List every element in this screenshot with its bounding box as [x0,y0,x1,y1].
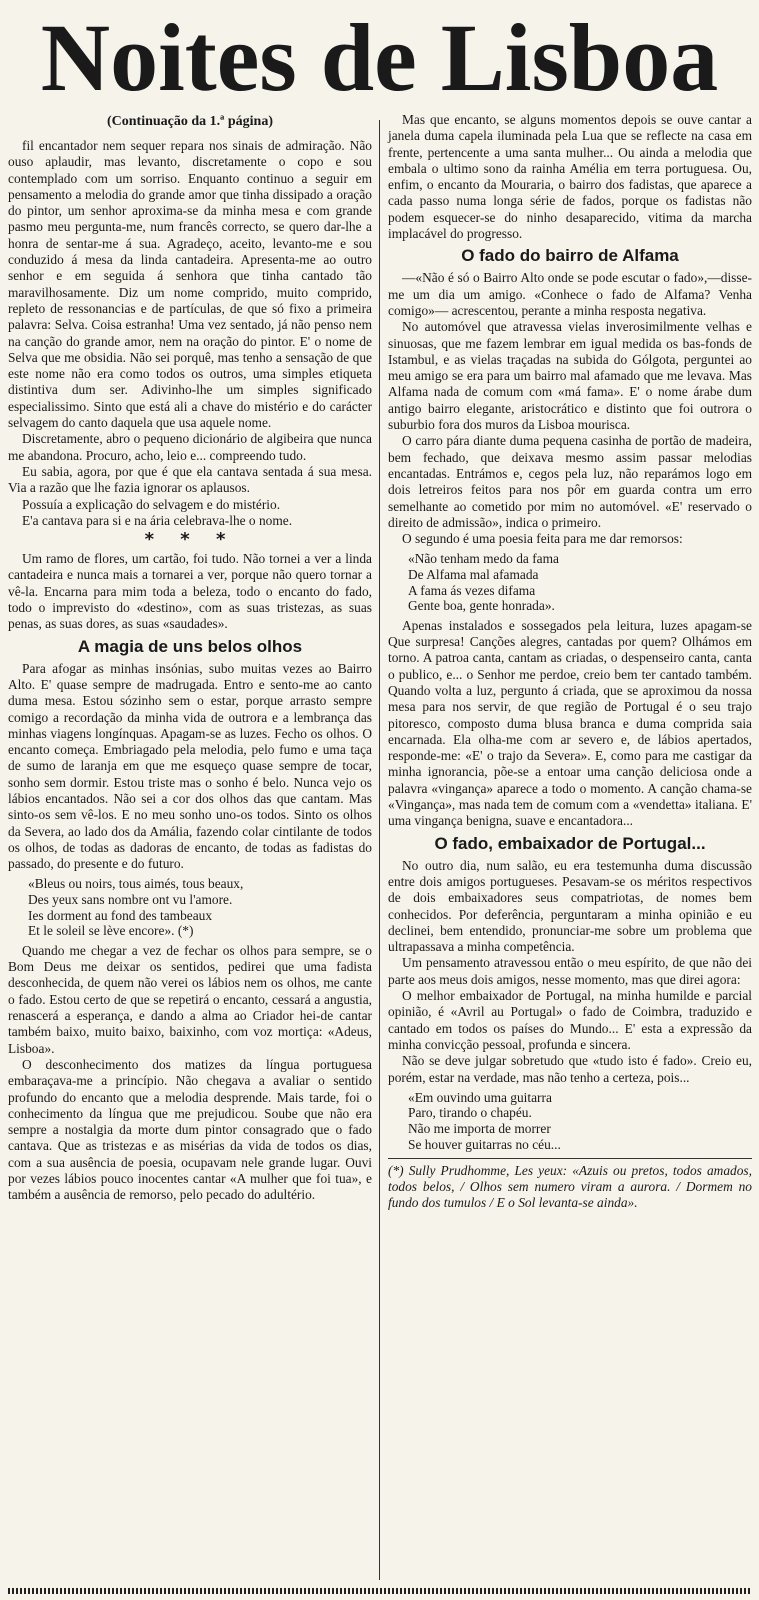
verse-line: «Em ouvindo uma guitarra [408,1089,552,1105]
paragraph: Mas que encanto, se alguns momentos depois se ouve cantar a janela duma capela iluminada pela Lua que se reflecte na casa em frente, pertencente a uma santa mulher... Ou ainda a melodia que embala o ultimo sono da rainha Amélia em terra portuguesa. Ou, enfim, o encanto da Mouraria, o bairro dos fadistas, que aparece a cada passo numa longa série de fados, porque os fadistas não podem esquecer-se do ninho desaparecido, vitima da marcha implacável do progresso. [388,112,752,242]
footnote: (*) Sully Prudhomme, Les yeux: «Azuis ou pretos, todos amados, todos belos, / Olhos sem numero viram a aurora. / Dormem no fundo dos tumulos / E o Sol levanta-se ainda». [388,1158,752,1211]
paragraph: E'a cantava para si e na ária celebrava-lhe o nome. [22,512,293,528]
right-column [388,108,752,1211]
paragraph: O segundo é uma poesia feita para me dar remorsos: [402,531,683,547]
column-divider [379,120,380,1580]
section-separator: * * * [144,529,236,551]
paragraph: Um pensamento atravessou então o meu espírito, de que não dei parte aos meus dois amigos, nesse momento, mas que direi agora: [388,955,752,987]
paragraph: Um ramo de flores, um cartão, foi tudo. Não tornei a ver a linda cantadeira e nunca mais a tornarei a ver, porque não quero tornar a vê-la. Encarna para mim toda a beleza, todo o encanto do fado, todo o imprevisto do «destino», com as suas tristezas, as suas penas, as suas dores, as suas «saudades». [8,551,372,632]
verse-line: De Alfama mal afamada [408,567,539,583]
paragraph: Eu sabia, agora, por que é que ela cantava sentada á sua mesa. Via a razão que lhe fazia ignorar os aplausos. [8,463,372,496]
verse-line: Se houver guitarras no céu... [408,1136,561,1152]
section-heading: A magia de uns belos olhos [77,636,303,656]
paragraph: Não se deve julgar sobretudo que «tudo isto é fado». Creio eu, porém, estar na verdade, mas não tenho a certeza, pois... [388,1053,752,1085]
paragraph: O melhor embaixador de Portugal, na minha humilde e parcial opinião, é «Avril au Portugal» o fado de Coimbra, traduzido e cantado em todos os países do Mundo... E' esta a expressão da minha convicção pessoal, profunda e sincera. [388,988,752,1052]
verse-quote [28,876,372,938]
verse-quote [408,551,752,613]
paragraph: Discretamente, abro o pequeno dicionário de algibeira que nunca me abandona. Procuro, acho, leio e... compreendo tudo. [8,431,372,463]
verse-line: Des yeux sans nombre ont vu l'amore. [28,892,233,908]
paragraph: Quando me chegar a vez de fechar os olhos para sempre, se o Bom Deus me deixar os sentidos, pedirei que uma fadista desconhecida, de quem não verei os lábios nem os olhos, me cante o fado. Estou certo de que se repetirá o encanto, cessará a angustia, renascerá a esperança, e dando a alma ao Criador hei-de cantar também baixo, muito baixo, baixinho, com voz mortiça: «Adeus, Lisboa». [8,942,372,1056]
verse-line: Não me importa de morrer [408,1121,551,1136]
paragraph: No outro dia, num salão, eu era testemunha duma discussão entre dois amigos portugueses. Pesavam-se os méritos respectivos de dois embaixadores seus compatriotas, de nomes bem conhecidos. Por deferência, perguntaram a minha opinião e eu declinei, bem entendido, pronunciar-me sobre um problema que ultrapassava a minha competência. [388,857,752,955]
left-column [8,108,372,1204]
paragraph: Possuía a explicação do selvagem e do mistério. [22,496,281,512]
verse-line: «Não tenham medo da fama [408,551,559,567]
paragraph: —«Não é só o Bairro Alto onde se pode escutar o fado»,—disse-me um dia um amigo. «Conhece o fado de Alfama? Venha comigo»— acrescentou, perante a minha resposta negativa. [388,270,752,318]
page-title: Noites de Lisboa [40,4,719,111]
verse-line: A fama ás vezes difama [408,582,536,598]
paragraph: O carro pára diante duma pequena casinha de portão de madeira, bem fechado, que deixava mesmo assim passar melodias encantadas. Entrámos e, cegos pela luz, não reparámos logo em dois letreiros feitos para nos pôr em guarda contra um erro semelhante ao cometido por mim no automóvel. «E' reservado o direito de admissão», indica o primeiro. [388,433,752,530]
verse-line: Et le soleil se lève encore». (*) [28,923,194,939]
paragraph: Para afogar as minhas insónias, subo muitas vezes ao Bairro Alto. E' quase sempre de madrugada. Entro e sento-me ao canto duma mesa. Estou sózinho sem o estar, porque arrasto sempre comigo a recordação da minha vida de outrora e a lembrança das minhas viagens longínquas. Apagam-se as luzes. Fecho os olhos. O encanto começa. Embriagado pela melodia, pelo fumo e uma taça de sumo de laranja em que me esqueço quase sempre de tocar, sonho sem dormir. Estou triste mas o sonho é belo. Nunca vejo os lábios encantados. Não sei a cor dos olhos das que cantam. Mas sinto-os sem vê-los. E no meu sonho uno-os todos. Sinto os olhos da Severa, ao lado dos da Amália, fazendo colar cintilante de todos os olhos, de todas as dadoras de encanto, de todas as fadistas do passado, do presente e do futuro. [8,660,372,872]
paragraph: fil encantador nem sequer repara nos sinais de admiração. Não ouso aplaudir, mas levanto, discretamente o copo e sou contemplado com um sorriso. Enquanto continuo a seguir em pensamento a melodia do grande amor que tinha dissipado a oração do pintor, um senhor aproxima-se da minha mesa e com grande pasmo meu pergunta-me, num francês correcto, se quero dar-lhe a honra de sentar-me á sua. Agradeço, aceito, levanto-me e sou conduzido á mesa da linda cantadeira. Apresenta-me ao outro senhor e em seguida á senhora que tinha cantado tão maravilhosamente. Diz um nome comprido, muito comprido, repleto de ressonancias e de partículas, de que só fixo a primeira palavra: Selva. Coisa estranha! Uma vez sentado, já não penso nem na canção do grande amor, nem na oração do pintor. E' o nome de Selva que me obsidia. Não sei porquê, mas tenho a sensação de que este nome não era como todos os outros, uma simples etiqueta distintiva dum ser. Adivinho-lhe um simples significado especialissimo. Sinto que está ali a chave do mistério e do carácter selvagem do canto daquela que usa aquele nome. [8,138,372,431]
section-heading: O fado, embaixador de Portugal... [434,833,706,853]
section-heading: O fado do bairro de Alfama [461,246,679,266]
paragraph: O desconhecimento dos matizes da língua portuguesa embaraçava-me a princípio. Não chegava a avaliar o sentido profundo do encanto que a melodia desprende. Mais tarde, foi o conhecimento da língua que me prejudicou. Soube que não era sempre a nostalgia da morte dum pintor consagrado que o fado cantava. Que as tristezas e as misérias da vida de todos os dias, com a sua ausência de poesia, ocupavam nele grande lugar. Ouvi por vezes lábios pouco inocentes cantar «A mulher que foi tua», e também a ausência de remorso, pelo pecado do adultério. [8,1056,372,1203]
paragraph: No automóvel que atravessa vielas inverosimilmente velhas e sinuosas, que me fazem lembrar em igual medida os bas-fonds de Istambul, e as vielas traçadas na subida do Gólgota, perguntei ao meu amigo se era para um bairro mal afamado que me levava. Mas Alfama nada de comum com «má fama». E' o nome árabe dum antigo bairro elegante, aristocrático e distinto que foi outrora o suburbio fora dos muros da Lisboa mourisca. [388,319,752,433]
verse-quote [408,1090,752,1152]
verse-line: «Bleus ou noirs, tous aimés, tous beaux, [28,876,244,892]
continuation-note: (Continuação da 1.ª página) [106,114,273,129]
bottom-border [8,1588,751,1594]
newspaper-page [8,0,751,1600]
paragraph: Apenas instalados e sossegados pela leitura, luzes apagam-se Que surpresa! Canções alegres, cantadas por quem? Olhámos em torno. A patroa canta, cantam as criadas, o despenseiro canta, canta o publico, e... o Senhor me perdoe, creio bem ter cantado também. Quando volta a luz, pergunto á criada, que se aproximou da nossa mesa para nos servir, de que região de Portugal é o seu trajo pitoresco, composto duma blusa branca e duma comprida saia encarnada. Ela olha-me com ar severo e, de lábios apertados, responde-me: «E' o trajo da Severa». E, como para me castigar da minha ignorancia, põe-se a entoar uma canção deliciosa onde a palavra «vingança» aparece a todo o momento. A canção chama-se «Vingança», mas nada tem de comum com a «vendetta» italiana. E' uma vingança benigna, suave e encantadora... [388,617,752,829]
verse-line: Gente boa, gente honrada». [408,598,555,614]
verse-line: Paro, tirando o chapéu. [408,1105,532,1121]
verse-line: Ies dorment au fond des tambeaux [28,907,213,923]
